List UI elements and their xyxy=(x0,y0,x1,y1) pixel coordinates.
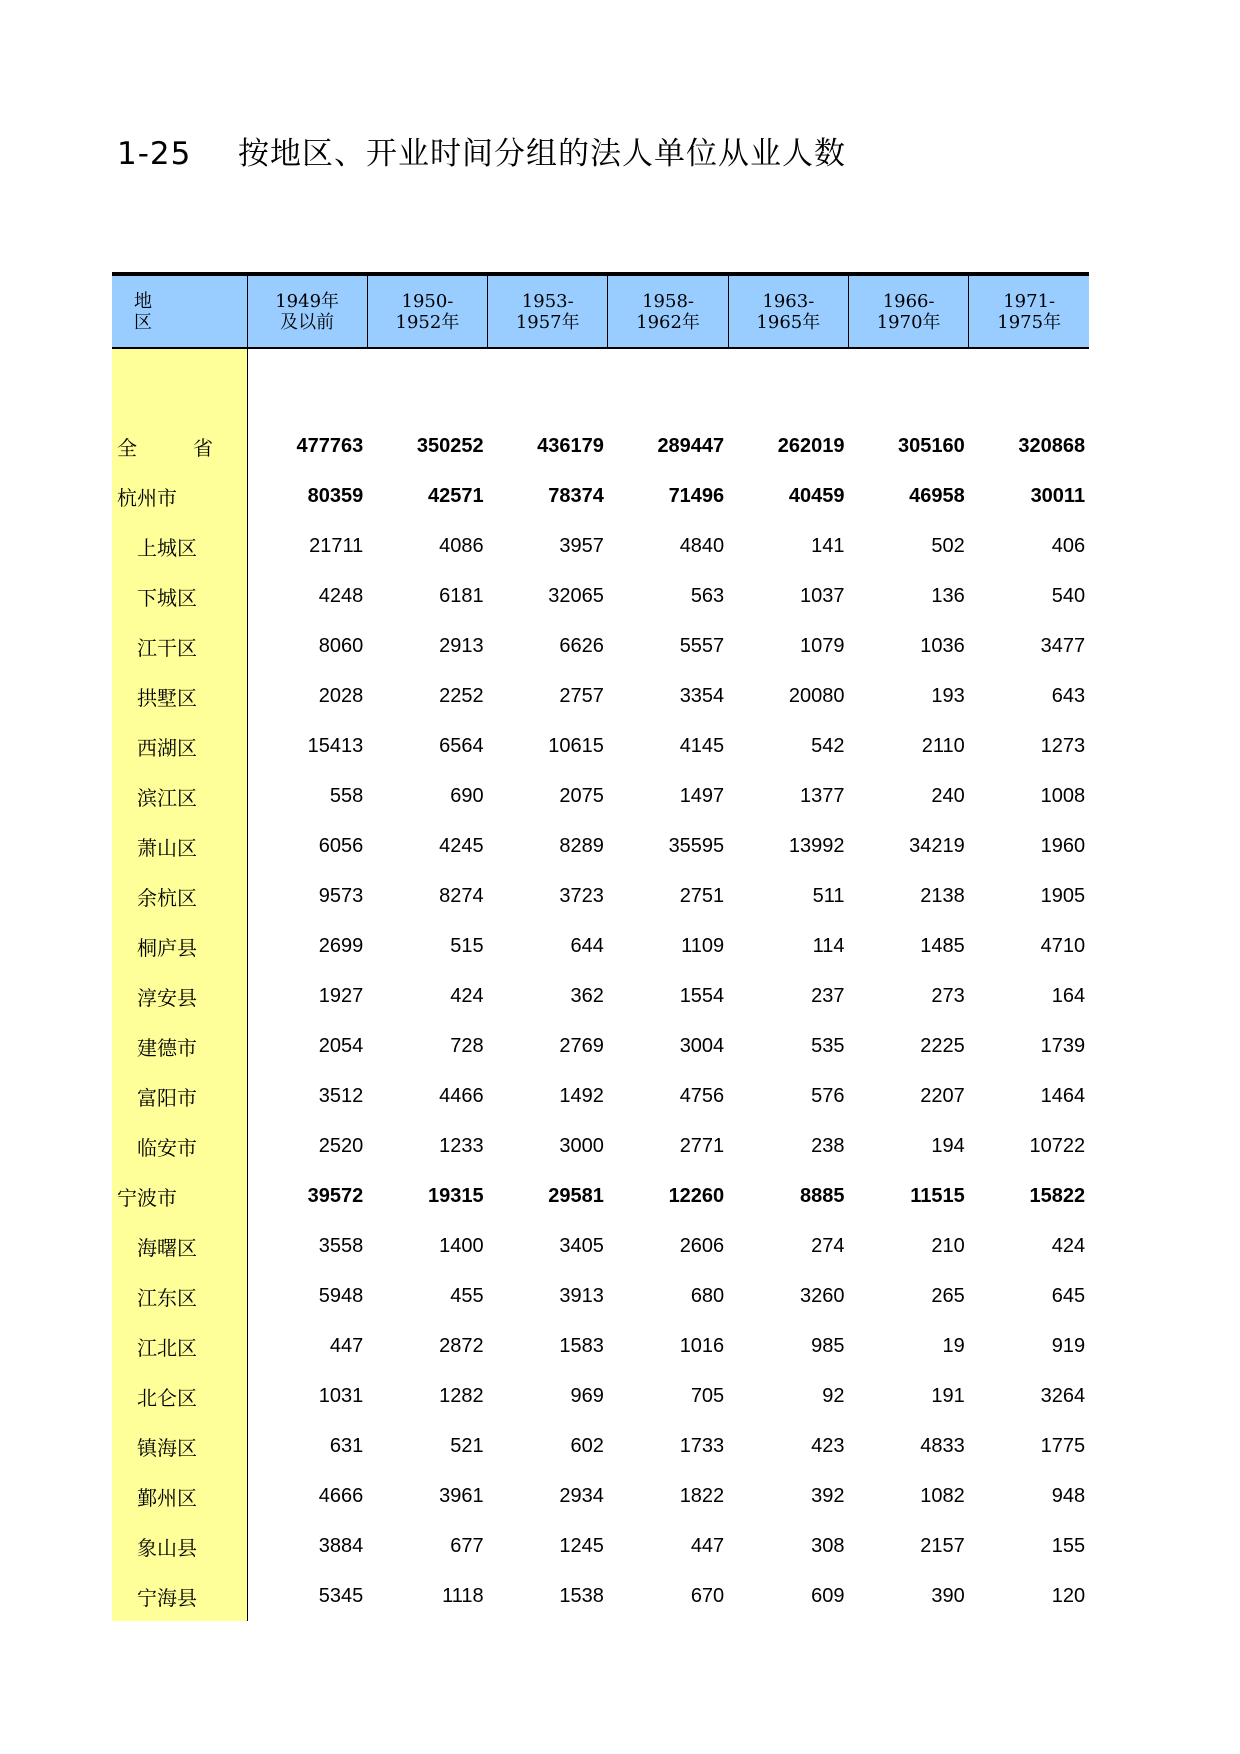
value-cell: 191 xyxy=(931,1384,965,1407)
table-row xyxy=(112,571,1089,621)
region-cell: 建德市 xyxy=(112,1021,247,1071)
table-row xyxy=(112,1171,1089,1221)
value-cell: 320868 xyxy=(1018,434,1086,457)
value-cell: 3000 xyxy=(559,1134,604,1157)
value-cell: 136 xyxy=(931,584,965,607)
value-cell: 728 xyxy=(450,1034,484,1057)
value-cell: 15413 xyxy=(307,734,364,757)
value-cell: 455 xyxy=(450,1284,484,1307)
value-cell: 390 xyxy=(931,1584,965,1607)
value-cell: 406 xyxy=(1051,534,1086,557)
value-cell: 6181 xyxy=(439,584,484,607)
value-cell: 5948 xyxy=(318,1284,364,1307)
value-cell: 6056 xyxy=(318,834,364,857)
value-cell: 4756 xyxy=(679,1084,725,1107)
table-row xyxy=(112,1071,1089,1121)
value-cell: 2872 xyxy=(439,1334,484,1357)
region-cell: 宁海县 xyxy=(112,1571,247,1621)
value-cell: 521 xyxy=(450,1434,484,1457)
table-row xyxy=(112,871,1089,921)
value-cell: 8060 xyxy=(318,634,364,657)
value-cell: 2054 xyxy=(318,1034,364,1057)
value-cell: 3405 xyxy=(559,1234,604,1257)
value-cell: 3264 xyxy=(1040,1384,1086,1407)
value-cell: 609 xyxy=(811,1584,845,1607)
value-cell: 4840 xyxy=(679,534,725,557)
value-cell: 1492 xyxy=(559,1084,604,1107)
value-cell: 602 xyxy=(570,1434,604,1457)
value-cell: 15822 xyxy=(1029,1184,1086,1207)
value-cell: 39572 xyxy=(307,1184,364,1207)
value-cell: 3260 xyxy=(799,1284,845,1307)
value-cell: 2110 xyxy=(921,734,965,757)
page-title xyxy=(117,128,846,173)
value-cell: 29581 xyxy=(548,1184,604,1207)
value-cell: 2252 xyxy=(439,684,484,707)
value-cell: 120 xyxy=(1051,1584,1086,1607)
value-cell: 35595 xyxy=(668,834,725,857)
table-row xyxy=(112,1271,1089,1321)
value-cell: 12260 xyxy=(668,1184,725,1207)
value-cell: 10615 xyxy=(548,734,604,757)
region-cell: 江北区 xyxy=(112,1321,247,1371)
value-cell: 350252 xyxy=(416,434,484,457)
value-cell: 1485 xyxy=(920,934,965,957)
column-header: 1971- 1975年 xyxy=(969,276,1089,348)
value-cell: 164 xyxy=(1051,984,1086,1007)
value-cell: 2207 xyxy=(920,1084,965,1107)
region-cell: 萧山区 xyxy=(112,821,247,871)
value-cell: 1497 xyxy=(679,784,725,807)
value-cell: 2934 xyxy=(559,1484,604,1507)
table-body xyxy=(112,348,1089,1621)
value-cell: 948 xyxy=(1051,1484,1086,1507)
value-cell: 969 xyxy=(570,1384,604,1407)
region-cell: 临安市 xyxy=(112,1121,247,1171)
table-row xyxy=(112,771,1089,821)
value-cell: 2751 xyxy=(679,884,725,907)
value-cell: 238 xyxy=(811,1134,845,1157)
value-cell: 2075 xyxy=(559,784,604,807)
value-cell: 155 xyxy=(1051,1534,1086,1557)
value-cell: 194 xyxy=(931,1134,965,1157)
value-cell: 540 xyxy=(1051,584,1086,607)
region-cell: 江东区 xyxy=(112,1271,247,1321)
value-cell: 34219 xyxy=(909,834,965,857)
value-cell: 985 xyxy=(811,1334,845,1357)
value-cell: 1905 xyxy=(1040,884,1086,907)
value-cell: 1036 xyxy=(920,634,965,657)
value-cell: 563 xyxy=(690,584,725,607)
value-cell: 4248 xyxy=(318,584,364,607)
value-cell: 392 xyxy=(811,1484,845,1507)
value-cell: 643 xyxy=(1051,684,1086,707)
value-cell: 240 xyxy=(931,784,965,807)
value-cell: 1733 xyxy=(679,1434,725,1457)
value-cell: 1400 xyxy=(439,1234,484,1257)
value-cell: 114 xyxy=(812,934,845,957)
column-header: 1949年 及以前 xyxy=(247,276,367,348)
value-cell: 46958 xyxy=(909,484,965,507)
value-cell: 308 xyxy=(811,1534,845,1557)
value-cell: 20080 xyxy=(788,684,845,707)
value-cell: 1554 xyxy=(679,984,725,1007)
region-cell: 滨江区 xyxy=(112,771,247,821)
table-row xyxy=(112,671,1089,721)
value-cell: 1031 xyxy=(318,1384,364,1407)
region-cell: 镇海区 xyxy=(112,1421,247,1471)
value-cell: 193 xyxy=(931,684,965,707)
value-cell: 32065 xyxy=(548,584,604,607)
value-cell: 3512 xyxy=(318,1084,364,1107)
spacer-row xyxy=(112,348,1089,421)
region-cell: 西湖区 xyxy=(112,721,247,771)
value-cell: 362 xyxy=(570,984,604,1007)
value-cell: 5557 xyxy=(679,634,725,657)
value-cell: 3957 xyxy=(559,534,604,557)
value-cell: 6626 xyxy=(559,634,604,657)
value-cell: 40459 xyxy=(788,484,845,507)
region-cell: 北仑区 xyxy=(112,1371,247,1421)
region-cell: 全 省 xyxy=(112,421,247,471)
value-cell: 1037 xyxy=(799,584,845,607)
value-cell: 80359 xyxy=(307,484,364,507)
value-cell: 576 xyxy=(811,1084,845,1107)
value-cell: 13992 xyxy=(788,834,845,857)
value-cell: 1739 xyxy=(1040,1034,1086,1057)
value-cell: 1016 xyxy=(679,1334,725,1357)
table-row xyxy=(112,1321,1089,1371)
region-cell: 桐庐县 xyxy=(112,921,247,971)
value-cell: 1377 xyxy=(799,784,845,807)
table-row xyxy=(112,821,1089,871)
value-cell: 92 xyxy=(822,1384,845,1407)
column-header: 1953- 1957年 xyxy=(488,276,608,348)
value-cell: 423 xyxy=(811,1434,845,1457)
value-cell: 9573 xyxy=(318,884,364,907)
value-cell: 30011 xyxy=(1030,484,1086,507)
value-cell: 705 xyxy=(690,1384,725,1407)
value-cell: 424 xyxy=(450,984,484,1007)
table-row xyxy=(112,1521,1089,1571)
table-row xyxy=(112,1221,1089,1271)
region-cell: 象山县 xyxy=(112,1521,247,1571)
value-cell: 670 xyxy=(690,1584,725,1607)
value-cell: 1775 xyxy=(1040,1434,1086,1457)
table-row xyxy=(112,721,1089,771)
value-cell: 42571 xyxy=(427,484,484,507)
value-cell: 2769 xyxy=(559,1034,604,1057)
value-cell: 436179 xyxy=(537,434,604,457)
value-cell: 3004 xyxy=(679,1034,725,1057)
value-cell: 447 xyxy=(690,1534,725,1557)
value-cell: 3913 xyxy=(559,1284,604,1307)
value-cell: 141 xyxy=(811,534,845,557)
value-cell: 1109 xyxy=(681,934,725,957)
value-cell: 515 xyxy=(450,934,484,957)
value-cell: 3354 xyxy=(679,684,725,707)
value-cell: 1927 xyxy=(318,984,364,1007)
table-row xyxy=(112,521,1089,571)
value-cell: 1464 xyxy=(1040,1084,1086,1107)
value-cell: 631 xyxy=(329,1434,364,1457)
value-cell: 210 xyxy=(931,1234,965,1257)
region-cell: 杭州市 xyxy=(112,471,247,521)
value-cell: 2606 xyxy=(679,1234,725,1257)
value-cell: 4666 xyxy=(318,1484,364,1507)
value-cell: 10722 xyxy=(1029,1134,1086,1157)
value-cell: 2225 xyxy=(920,1034,965,1057)
value-cell: 71496 xyxy=(668,484,725,507)
region-cell: 富阳市 xyxy=(112,1071,247,1121)
value-cell: 1583 xyxy=(559,1334,604,1357)
value-cell: 535 xyxy=(811,1034,845,1057)
value-cell: 8885 xyxy=(799,1184,845,1207)
value-cell: 265 xyxy=(931,1284,965,1307)
table-row xyxy=(112,1421,1089,1471)
value-cell: 274 xyxy=(811,1234,845,1257)
value-cell: 1233 xyxy=(439,1134,484,1157)
value-cell: 3723 xyxy=(559,884,604,907)
value-cell: 2157 xyxy=(920,1534,965,1557)
column-header: 1958- 1962年 xyxy=(608,276,728,348)
value-cell: 1822 xyxy=(679,1484,725,1507)
value-cell: 8289 xyxy=(559,834,604,857)
value-cell: 477763 xyxy=(296,434,364,457)
value-cell: 2913 xyxy=(439,634,484,657)
value-cell: 305160 xyxy=(898,434,965,457)
value-cell: 4466 xyxy=(439,1084,484,1107)
value-cell: 237 xyxy=(811,984,845,1007)
value-cell: 3884 xyxy=(318,1534,364,1557)
value-cell: 1245 xyxy=(559,1534,604,1557)
table-header xyxy=(112,274,1089,348)
region-cell: 余杭区 xyxy=(112,871,247,921)
table-row xyxy=(112,1371,1089,1421)
value-cell: 11515 xyxy=(910,1184,965,1207)
value-cell: 8274 xyxy=(439,884,484,907)
region-cell: 下城区 xyxy=(112,571,247,621)
region-cell: 宁波市 xyxy=(112,1171,247,1221)
value-cell: 511 xyxy=(812,884,845,907)
value-cell: 78374 xyxy=(548,484,604,507)
value-cell: 558 xyxy=(329,784,364,807)
table-row xyxy=(112,971,1089,1021)
value-cell: 3961 xyxy=(439,1484,484,1507)
table-row xyxy=(112,1471,1089,1521)
table-row xyxy=(112,421,1089,471)
table-row xyxy=(112,621,1089,671)
table-row xyxy=(112,1021,1089,1071)
region-cell: 淳安县 xyxy=(112,971,247,1021)
value-cell: 3558 xyxy=(318,1234,364,1257)
column-header: 1966- 1970年 xyxy=(848,276,968,348)
value-cell: 645 xyxy=(1051,1284,1086,1307)
statistics-table xyxy=(112,272,1089,1621)
value-cell: 1082 xyxy=(920,1484,965,1507)
value-cell: 2771 xyxy=(679,1134,725,1157)
value-cell: 262019 xyxy=(777,434,845,457)
table-row xyxy=(112,921,1089,971)
value-cell: 4245 xyxy=(439,834,484,857)
value-cell: 4145 xyxy=(679,734,725,757)
value-cell: 1273 xyxy=(1040,734,1086,757)
region-cell: 海曙区 xyxy=(112,1221,247,1271)
value-cell: 1118 xyxy=(442,1584,484,1607)
value-cell: 2138 xyxy=(920,884,965,907)
value-cell: 3477 xyxy=(1040,634,1086,657)
region-cell: 上城区 xyxy=(112,521,247,571)
value-cell: 2757 xyxy=(559,684,604,707)
value-cell: 1960 xyxy=(1040,834,1086,857)
value-cell: 1538 xyxy=(559,1584,604,1607)
value-cell: 680 xyxy=(690,1284,725,1307)
value-cell: 542 xyxy=(811,734,845,757)
value-cell: 5345 xyxy=(318,1584,364,1607)
value-cell: 21711 xyxy=(309,534,364,557)
value-cell: 4086 xyxy=(439,534,484,557)
value-cell: 424 xyxy=(1051,1234,1086,1257)
column-header: 1963- 1965年 xyxy=(728,276,848,348)
value-cell: 1079 xyxy=(799,634,845,657)
table-row xyxy=(112,1121,1089,1171)
value-cell: 2520 xyxy=(318,1134,364,1157)
value-cell: 4710 xyxy=(1040,934,1086,957)
value-cell: 1008 xyxy=(1040,784,1086,807)
region-cell: 江干区 xyxy=(112,621,247,671)
statistics-table-container xyxy=(112,272,1089,1621)
region-cell: 拱墅区 xyxy=(112,671,247,721)
value-cell: 677 xyxy=(450,1534,484,1557)
value-cell: 447 xyxy=(329,1334,364,1357)
column-header: 1950- 1952年 xyxy=(367,276,487,348)
table-row xyxy=(112,471,1089,521)
value-cell: 2699 xyxy=(318,934,364,957)
value-cell: 273 xyxy=(931,984,965,1007)
table-title: 按地区、开业时间分组的法人单位从业人数 xyxy=(238,136,846,172)
value-cell: 6564 xyxy=(439,734,484,757)
value-cell: 502 xyxy=(931,534,965,557)
table-number: 1-25 xyxy=(117,136,192,172)
value-cell: 289447 xyxy=(657,434,725,457)
table-row xyxy=(112,1571,1089,1621)
value-cell: 2028 xyxy=(318,684,364,707)
value-cell: 1282 xyxy=(439,1384,484,1407)
value-cell: 4833 xyxy=(920,1434,965,1457)
value-cell: 690 xyxy=(450,784,484,807)
region-column-header: 地 区 xyxy=(112,276,247,348)
region-cell: 鄞州区 xyxy=(112,1471,247,1521)
value-cell: 919 xyxy=(1051,1334,1086,1357)
value-cell: 19 xyxy=(942,1334,965,1357)
value-cell: 19315 xyxy=(427,1184,484,1207)
value-cell: 644 xyxy=(570,934,604,957)
